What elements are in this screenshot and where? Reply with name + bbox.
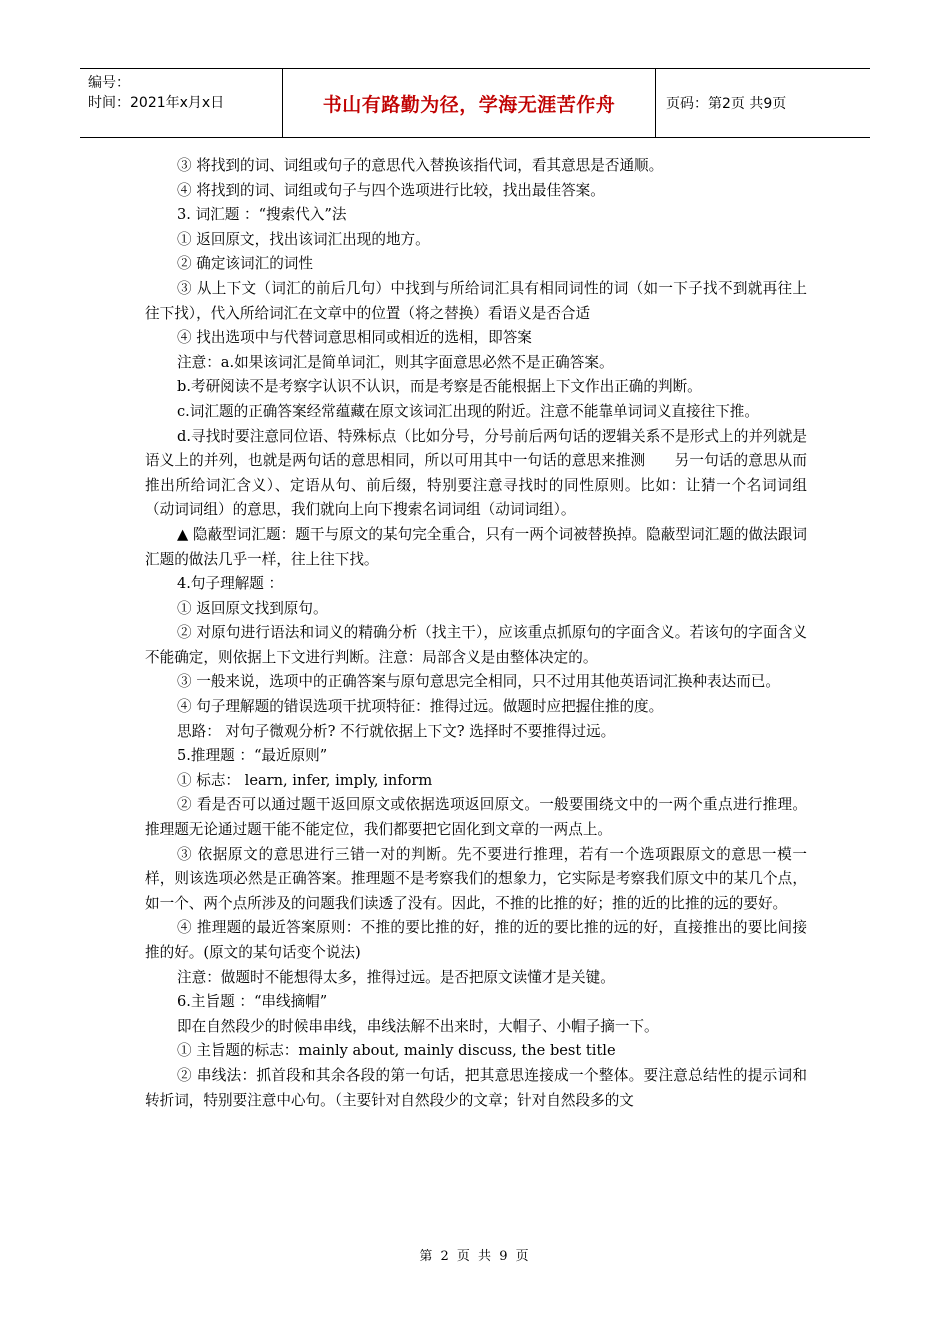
header-meta — [80, 69, 283, 137]
header-motto: 书山有路勤为径，学海无涯苦作舟 — [283, 69, 656, 137]
paragraph: 6.主旨题 ：“串线摘帽” — [177, 993, 328, 1011]
paragraph: ② 对原句进行语法和词义的精确分析（找主干），应该重点抓原句的字面含义。若该句的字面含义不能确定，则依据上下文进行判断。注意：局部含义是由整体决定的。 — [145, 624, 807, 666]
paragraph: 5.推理题 ：“最近原则” — [177, 747, 328, 765]
document-number-label: 编号： — [88, 75, 130, 91]
paragraph: 注意：a.如果该词汇是简单词汇，则其字面意思必然不是正确答案。 — [177, 353, 614, 371]
paragraph: 3. 词汇题 ：“搜索代入”法 — [177, 206, 347, 224]
paragraph: ② 看是否可以通过题干返回原文或依据选项返回原文。一般要围绕文中的一两个重点进行推理。推理题无论通过题干能不能定位，我们都要把它固化到文章的一两点上。 — [145, 796, 807, 839]
paragraph: ① 标志： learn, infer, imply, inform — [177, 771, 433, 789]
paragraph: ④ 将找到的词、词组或句子与四个选项进行比较，找出最佳答案。 — [177, 181, 605, 199]
paragraph: ① 返回原文，找出该词汇出现的地方。 — [177, 230, 430, 248]
paragraph: c.词汇题的正确答案经常蕴藏在原文该词汇出现的附近。注意不能靠单词词义直接往下推。 — [177, 402, 759, 420]
paragraph: ③ 从上下文（词汇的前后几句）中找到与所给词汇具有相同词性的词（如一下子找不到就再往上往下找），代入所给词汇在文章中的位置（将之替换）看语义是否合适 — [145, 279, 807, 322]
paragraph: ④ 句子理解题的错误选项干扰项特征：推得过远。做题时应把握住推的度。 — [177, 698, 664, 716]
paragraph: ③ 一般来说，选项中的正确答案与原句意思完全相同，只不过用其他英语词汇换种表达而已。 — [177, 673, 780, 691]
paragraph: ④ 找出选项中与代替词意思相同或相近的选相，即答案 — [177, 329, 532, 347]
header-page-label: 页码：第2页 共9页 — [666, 96, 787, 112]
paragraph: 注意：做题时不能想得太多，推得过远。是否把原文读懂才是关键。 — [177, 968, 615, 986]
paragraph: ② 确定该词汇的词性 — [177, 255, 313, 273]
document-date-label: 时间：2021年x月x日 — [88, 95, 225, 111]
paragraph: ▲ 隐蔽型词汇题：题干与原文的某句完全重合，只有一两个词被替换掉。隐蔽型词汇题的做法跟词汇题的做法几乎一样，往上往下找。 — [145, 525, 807, 568]
paragraph: b.考研阅读不是考察字认识不认识，而是考察是否能根据上下文作出正确的判断。 — [177, 378, 702, 396]
paragraph: 即在自然段少的时候串串线，串线法解不出来时，大帽子、小帽子摘一下。 — [177, 1017, 659, 1035]
paragraph: 思路： 对句子微观分析? 不行就依据上下文? 选择时不要推得过远。 — [177, 722, 616, 740]
page-footer: 第 2 页 共 9 页 — [419, 1249, 531, 1264]
page-header — [80, 68, 870, 138]
paragraph: d.寻找时要注意同位语、特殊标点（比如分号，分号前后两句话的逻辑关系不是形式上的并列就是语义上的并列，也就是两句话的意思相同，所以可用其中一句话的意思来推测 另一句话的意思从而推出所给词汇含义）、定语从句、前后缀，特别要注意寻找时的同性原则。比如：让猜一个名词词组（动词词组）的意思，我们就向上向下搜索名词词组（动词词组）。 — [145, 427, 807, 519]
paragraph: ④ 推理题的最近答案原则：不推的要比推的好，推的近的要比推的远的好，直接推出的要比间接推的好。(原文的某句话变个说法) — [145, 919, 807, 961]
paragraph: 4.句子理解题 ： — [177, 575, 284, 593]
paragraph: ① 返回原文找到原句。 — [177, 599, 328, 617]
paragraph: ② 串线法：抓首段和其余各段的第一句话，把其意思连接成一个整体。要注意总结性的提示词和转折词，特别要注意中心句。（主要针对自然段少的文章；针对自然段多的文 — [145, 1066, 807, 1109]
paragraph: ③ 将找到的词、词组或句子的意思代入替换该指代词，看其意思是否通顺。 — [177, 157, 664, 174]
document-body — [145, 154, 807, 1113]
paragraph: ③ 依据原文的意思进行三错一对的判断。先不要进行推理，若有一个选项跟原文的意思一模一样，则该选项必然是正确答案。推理题不是考察我们的想象力，它实际是考察我们原文中的某几个点，如一个、两个点所涉及的问题我们读透了没有。因此，不推的比推的好；推的近的比推的远的要好。 — [145, 845, 807, 912]
paragraph: ① 主旨题的标志：mainly about, mainly discuss, the best title — [177, 1042, 616, 1060]
